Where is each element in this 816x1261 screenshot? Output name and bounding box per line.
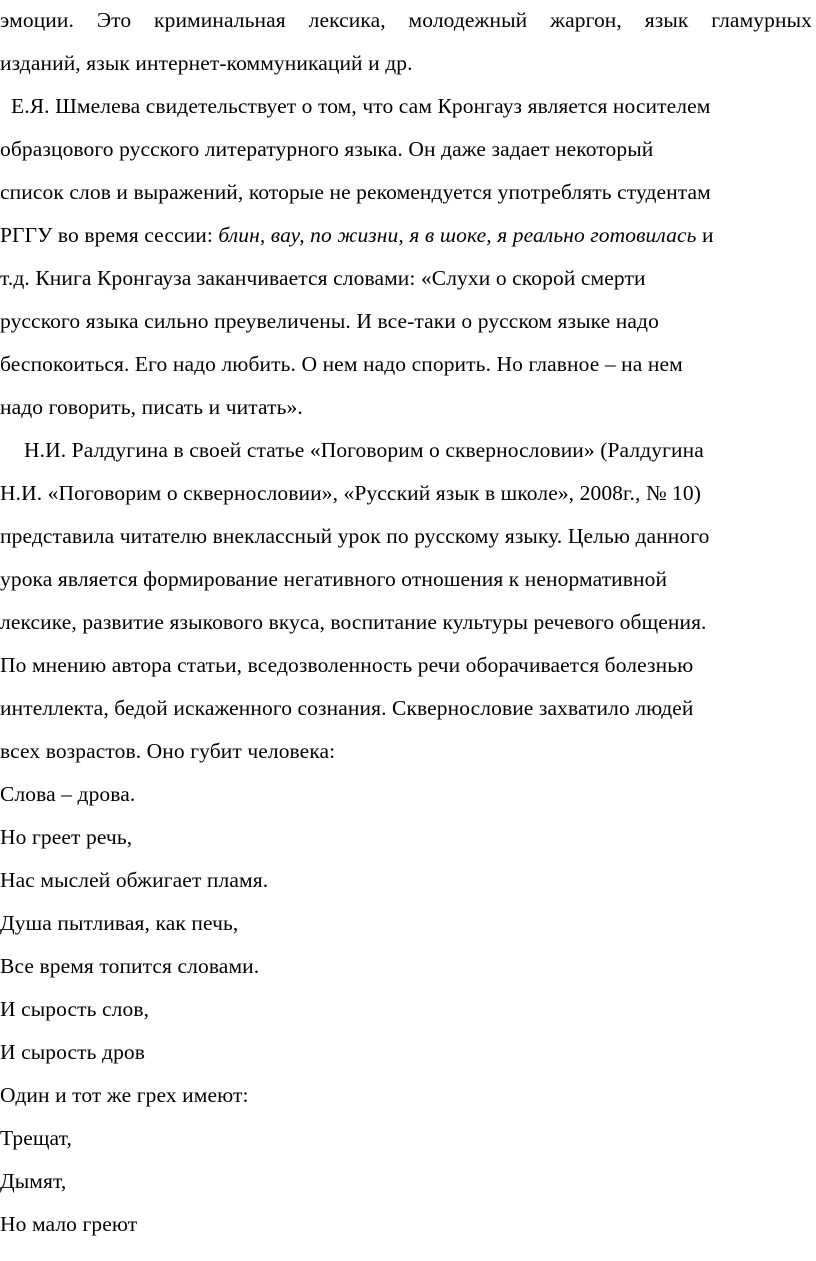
poem-line: Но греет речь, (0, 825, 133, 849)
poem-line: Слова – дрова. (0, 782, 136, 806)
paragraph-3-line-1: Н.И. Ралдугина в своей статье «Поговорим о сквернословии» (Ралдугина (24, 438, 704, 462)
italic-examples: блин, вау, по жизни, я в шоке, я реально готовилась (218, 223, 697, 247)
paragraph-2-line-2: образцового русского литературного языка. Он даже задает некоторый (0, 137, 654, 161)
paragraph-2-line-3: список слов и выражений, которые не рекомендуется употреблять студентам (0, 180, 711, 204)
paragraph-3-line-7: интеллекта, бедой искаженного сознания. Сквернословие захватило людей (0, 696, 694, 720)
paragraph-3-line-2: Н.И. «Поговорим о сквернословии», «Русский язык в школе», 2008г., № 10) (0, 481, 701, 505)
paragraph-3-line-4: урока является формирование негативного отношения к ненормативной (0, 567, 668, 591)
poem-line: Один и тот же грех имеют: (0, 1083, 249, 1107)
poem-line: Нас мыслей обжигает пламя. (0, 868, 269, 892)
text-run: РГГУ во время сессии: (0, 223, 219, 247)
word: эмоции. (0, 8, 74, 32)
word: молодежный (408, 8, 528, 32)
paragraph-2-line-5: т.д. Книга Кронгауза заканчивается словами: «Слухи о скорой смерти (0, 266, 646, 290)
poem-line: Трещат, (0, 1126, 73, 1150)
paragraph-1-line-2: изданий, язык интернет-коммуникаций и др. (0, 51, 413, 75)
word: криминальная (154, 8, 286, 32)
paragraph-1-line-1 (0, 7, 812, 33)
word: Это (96, 8, 132, 32)
text-run: и (696, 223, 714, 247)
poem-line: Душа пытливая, как печь, (0, 911, 239, 935)
paragraph-3-line-5: лексике, развитие языкового вкуса, воспитание культуры речевого общения. (0, 610, 707, 634)
paragraph-3-line-3: представила читателю внеклассный урок по русскому языку. Целью данного (0, 524, 710, 548)
word: лексика, (308, 8, 386, 32)
paragraph-2-line-6: русского языка сильно преувеличены. И все-таки о русском языке надо (0, 309, 659, 333)
poem-line: Но мало греют (0, 1212, 138, 1236)
poem-line: И сырость слов, (0, 997, 150, 1021)
paragraph-2-line-1: Е.Я. Шмелева свидетельствует о том, что сам Кронгауз является носителем (11, 94, 711, 118)
poem-line: Дымят, (0, 1169, 67, 1193)
poem-line: И сырость дров (0, 1040, 146, 1064)
paragraph-2-line-7: беспокоиться. Его надо любить. О нем надо спорить. Но главное – на нем (0, 352, 683, 376)
poem-line: Все время топится словами. (0, 954, 260, 978)
paragraph-2-line-8: надо говорить, писать и читать». (0, 395, 303, 419)
paragraph-3-line-8: всех возрастов. Оно губит человека: (0, 739, 336, 763)
paragraph-3-line-6: По мнению автора статьи, вседозволенность речи оборачивается болезнью (0, 653, 694, 677)
word: язык (644, 8, 689, 32)
word: жаргон, (550, 8, 622, 32)
paragraph-2-line-4 (0, 222, 816, 248)
word: гламурных (711, 8, 812, 32)
